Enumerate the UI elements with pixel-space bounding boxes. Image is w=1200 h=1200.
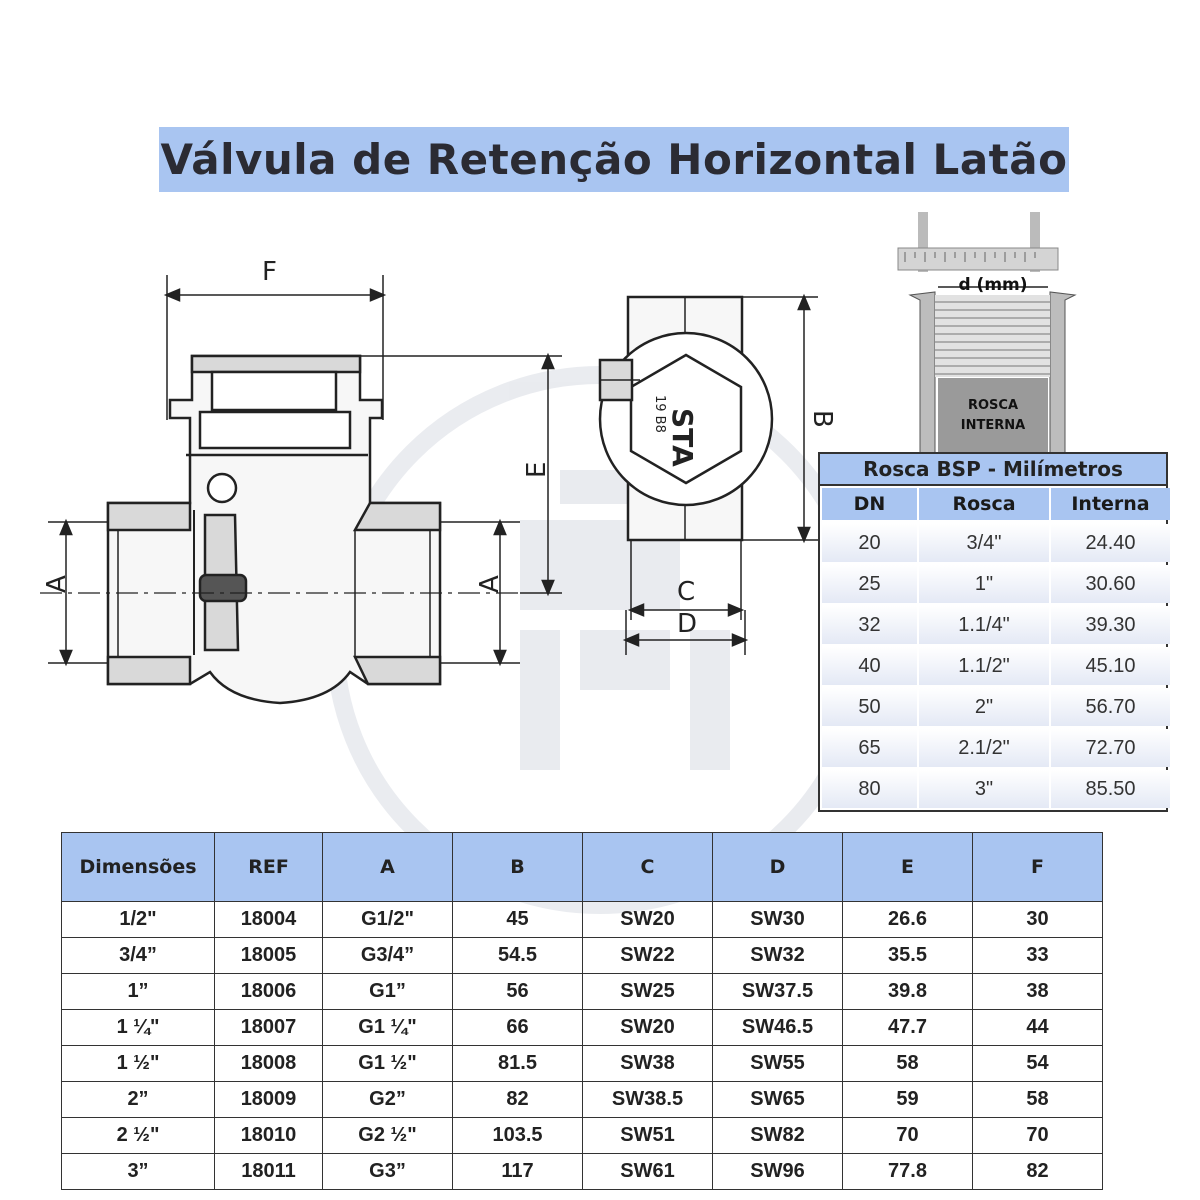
- table-cell: G1/2": [323, 902, 453, 938]
- table-cell: 54.5: [453, 938, 583, 974]
- table-row: [62, 1046, 1103, 1082]
- table-cell: 18008: [215, 1046, 323, 1082]
- bsp-cell: 25: [822, 565, 917, 603]
- bsp-table-grid: [820, 486, 1166, 811]
- table-cell: SW46.5: [713, 1010, 843, 1046]
- table-cell: 26.6: [843, 902, 973, 938]
- header-f: F: [973, 833, 1103, 902]
- table-cell: SW20: [583, 1010, 713, 1046]
- table-row: [62, 1082, 1103, 1118]
- table-cell: SW37.5: [713, 974, 843, 1010]
- table-cell: 70: [973, 1118, 1103, 1154]
- table-cell: 18009: [215, 1082, 323, 1118]
- table-cell: 54: [973, 1046, 1103, 1082]
- table-cell: G3”: [323, 1154, 453, 1190]
- bsp-cell: 24.40: [1051, 524, 1170, 562]
- header-dimensoes: Dimensões: [62, 833, 215, 902]
- bsp-cell: 2.1/2": [919, 729, 1049, 767]
- table-row: [62, 1154, 1103, 1190]
- table-cell: 18010: [215, 1118, 323, 1154]
- table-cell: 18011: [215, 1154, 323, 1190]
- bsp-cell: 72.70: [1051, 729, 1170, 767]
- page-title: Válvula de Retenção Horizontal Latão: [160, 135, 1068, 184]
- table-cell: G2”: [323, 1082, 453, 1118]
- bsp-cell: 3": [919, 770, 1049, 808]
- table-row: [62, 1010, 1103, 1046]
- table-cell: 1 ¼": [62, 1010, 215, 1046]
- table-cell: 81.5: [453, 1046, 583, 1082]
- table-cell: 18007: [215, 1010, 323, 1046]
- valve-code: 19 B8: [652, 395, 667, 433]
- table-cell: 103.5: [453, 1118, 583, 1154]
- table-cell: 70: [843, 1118, 973, 1154]
- table-cell: 1/2": [62, 902, 215, 938]
- bsp-table-title: Rosca BSP - Milímetros: [820, 454, 1166, 486]
- table-cell: 33: [973, 938, 1103, 974]
- table-cell: SW32: [713, 938, 843, 974]
- bsp-cell: 1.1/4": [919, 606, 1049, 644]
- bsp-cell: 40: [822, 647, 917, 685]
- header-d: D: [713, 833, 843, 902]
- table-cell: SW22: [583, 938, 713, 974]
- table-row: [62, 938, 1103, 974]
- header-ref: REF: [215, 833, 323, 902]
- table-cell: 2 ½": [62, 1118, 215, 1154]
- bsp-cell: 39.30: [1051, 606, 1170, 644]
- header-e: E: [843, 833, 973, 902]
- bsp-header-interna: Interna: [1051, 488, 1170, 520]
- table-cell: 47.7: [843, 1010, 973, 1046]
- table-cell: SW82: [713, 1118, 843, 1154]
- table-cell: 3/4”: [62, 938, 215, 974]
- table-cell: 66: [453, 1010, 583, 1046]
- table-cell: SW61: [583, 1154, 713, 1190]
- table-cell: 18005: [215, 938, 323, 974]
- table-cell: SW96: [713, 1154, 843, 1190]
- table-cell: SW38: [583, 1046, 713, 1082]
- table-cell: 82: [453, 1082, 583, 1118]
- bsp-cell: 2": [919, 688, 1049, 726]
- table-cell: 3”: [62, 1154, 215, 1190]
- table-cell: 1 ½": [62, 1046, 215, 1082]
- table-cell: 35.5: [843, 938, 973, 974]
- table-cell: 44: [973, 1010, 1103, 1046]
- table-cell: 39.8: [843, 974, 973, 1010]
- table-cell: 117: [453, 1154, 583, 1190]
- table-cell: G1”: [323, 974, 453, 1010]
- bsp-cell: 65: [822, 729, 917, 767]
- table-row: [62, 974, 1103, 1010]
- dim-label-d: D: [677, 609, 698, 639]
- table-cell: 58: [973, 1082, 1103, 1118]
- bsp-cell: 50: [822, 688, 917, 726]
- table-cell: 18006: [215, 974, 323, 1010]
- dimensions-table: [61, 832, 1103, 1190]
- table-cell: G3/4”: [323, 938, 453, 974]
- bsp-cell: 32: [822, 606, 917, 644]
- header-a: A: [323, 833, 453, 902]
- dim-label-a-right: A: [475, 575, 505, 593]
- thread-label-line-1: ROSCA: [967, 398, 1019, 413]
- dim-label-c: C: [677, 577, 696, 607]
- bsp-header-rosca: Rosca: [919, 488, 1049, 520]
- valve-marking: STA: [666, 408, 699, 467]
- table-cell: 58: [843, 1046, 973, 1082]
- table-cell: G2 ½": [323, 1118, 453, 1154]
- bsp-cell: 3/4": [919, 524, 1049, 562]
- table-cell: 38: [973, 974, 1103, 1010]
- table-cell: G1 ½": [323, 1046, 453, 1082]
- dim-label-f: F: [262, 257, 277, 287]
- table-cell: SW51: [583, 1118, 713, 1154]
- dim-label-e: E: [522, 461, 552, 478]
- bsp-cell: 80: [822, 770, 917, 808]
- table-cell: 77.8: [843, 1154, 973, 1190]
- table-cell: 2”: [62, 1082, 215, 1118]
- dim-label-b: B: [807, 410, 837, 428]
- table-cell: SW38.5: [583, 1082, 713, 1118]
- bsp-table: [818, 452, 1168, 812]
- dim-label-a-left: A: [42, 575, 72, 593]
- header-b: B: [453, 833, 583, 902]
- table-cell: G1 ¼": [323, 1010, 453, 1046]
- table-cell: 30: [973, 902, 1103, 938]
- table-cell: 82: [973, 1154, 1103, 1190]
- thread-label-line-2: INTERNA: [960, 418, 1026, 433]
- bsp-header-dn: DN: [822, 488, 917, 520]
- table-row: [62, 1118, 1103, 1154]
- valve-section-view: [40, 275, 562, 703]
- table-row: [62, 902, 1103, 938]
- bsp-cell: 1": [919, 565, 1049, 603]
- table-cell: 56: [453, 974, 583, 1010]
- table-header-row: [62, 833, 1103, 902]
- table-cell: 59: [843, 1082, 973, 1118]
- bsp-cell: 56.70: [1051, 688, 1170, 726]
- table-cell: SW25: [583, 974, 713, 1010]
- table-cell: SW20: [583, 902, 713, 938]
- bsp-cell: 85.50: [1051, 770, 1170, 808]
- bsp-cell: 20: [822, 524, 917, 562]
- caliper-label: d (mm): [958, 275, 1028, 295]
- bsp-cell: 30.60: [1051, 565, 1170, 603]
- header-c: C: [583, 833, 713, 902]
- table-cell: 18004: [215, 902, 323, 938]
- bsp-cell: 1.1/2": [919, 647, 1049, 685]
- bsp-cell: 45.10: [1051, 647, 1170, 685]
- table-cell: 45: [453, 902, 583, 938]
- table-cell: SW30: [713, 902, 843, 938]
- table-cell: 1”: [62, 974, 215, 1010]
- table-cell: SW65: [713, 1082, 843, 1118]
- table-cell: SW55: [713, 1046, 843, 1082]
